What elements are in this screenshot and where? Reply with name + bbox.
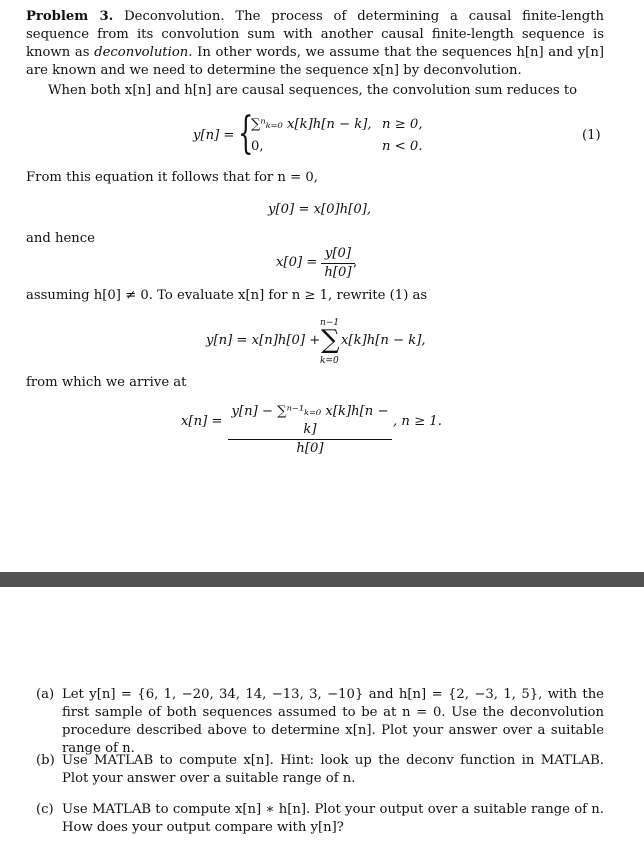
paragraph-assuming: assuming h[0] ≠ 0. To evaluate x[n] for n ≥ 1, rewrite (1) as [26,288,428,303]
eq1-case1: ∑ⁿₖ₌₀ x[k]h[n − k], [251,117,372,132]
eq4-left: y[n] = x[n]h[0] + [206,333,321,348]
paragraph-hence: and hence [26,231,95,246]
eq3-tail: , [353,255,358,270]
part-a-text: Let y[n] = {6, 1, −20, 34, 14, −13, 3, −10} and h[n] = {2, −3, 1, 5}, with the first sample of both sequences assumed to be at n = 0. Use the deconvolution procedure described above to determine x[n]. Plot your answer over a suitable range of n. [62,687,604,756]
equation-2: y[0] = x[0]h[0], [268,202,372,217]
eq3-lhs: x[0] = [276,255,318,270]
part-b-text: Use MATLAB to compute x[n]. Hint: look up the deconv function in MATLAB. Plot your answer over a suitable range of n. [62,753,604,786]
part-a-label: (a) [36,687,55,702]
part-b-label: (b) [36,753,55,768]
problem-intro [26,8,604,80]
part-c-label: (c) [36,802,54,817]
problem-heading: Problem 3. [26,9,114,24]
part-b [36,752,604,788]
eq5-numerator: y[n] − ∑ⁿ⁻¹ₖ₌₀ x[k]h[n − k] [231,404,389,437]
eq1-case2: 0, [251,139,264,154]
eq1-cond2: n < 0. [382,139,423,154]
part-c [36,801,604,837]
paragraph-n-zero: From this equation it follows that for n = 0, [26,170,318,185]
eq5-condition: , n ≥ 1. [393,414,442,429]
eq3-denominator: h[0] [324,265,352,280]
eq1-lhs: y[n] = [193,128,235,143]
page-divider [0,572,644,587]
eq4-right: x[k]h[n − k], [341,333,426,348]
eq1-cond1: n ≥ 0, [382,117,423,132]
part-a [36,686,604,758]
eq4-sigma: ∑ [321,325,340,355]
intro-text-2: In other words, we assume that the sequences h[n] and y[n] are known and we need to determine the sequence x[n] by deconvolution. [26,45,604,78]
eq5-lhs: x[n] = [181,414,223,429]
eq4-lower-limit: k=0 [320,356,339,366]
eq5-fraction [228,403,392,458]
paragraph-causal: When both x[n] and h[n] are causal sequences, the convolution sum reduces to [48,83,578,98]
eq3-numerator: y[0] [324,246,352,261]
eq5-denominator: h[0] [296,441,324,456]
intro-term: deconvolution. [94,45,193,60]
eq3-fraction [321,245,358,282]
eq4-upper-limit: n−1 [320,318,340,328]
part-c-text: Use MATLAB to compute x[n] ∗ h[n]. Plot your output over a suitable range of n. How does your output compare with y[n]? [62,802,604,835]
eq1-brace: { [238,108,254,159]
intro-text-1: Deconvolution. The process of determining a causal finite-length sequence from its convolution sum with another causal finite-length sequence is known as [26,9,604,60]
paragraph-arrive: from which we arrive at [26,375,187,390]
eq1-number: (1) [582,128,601,143]
